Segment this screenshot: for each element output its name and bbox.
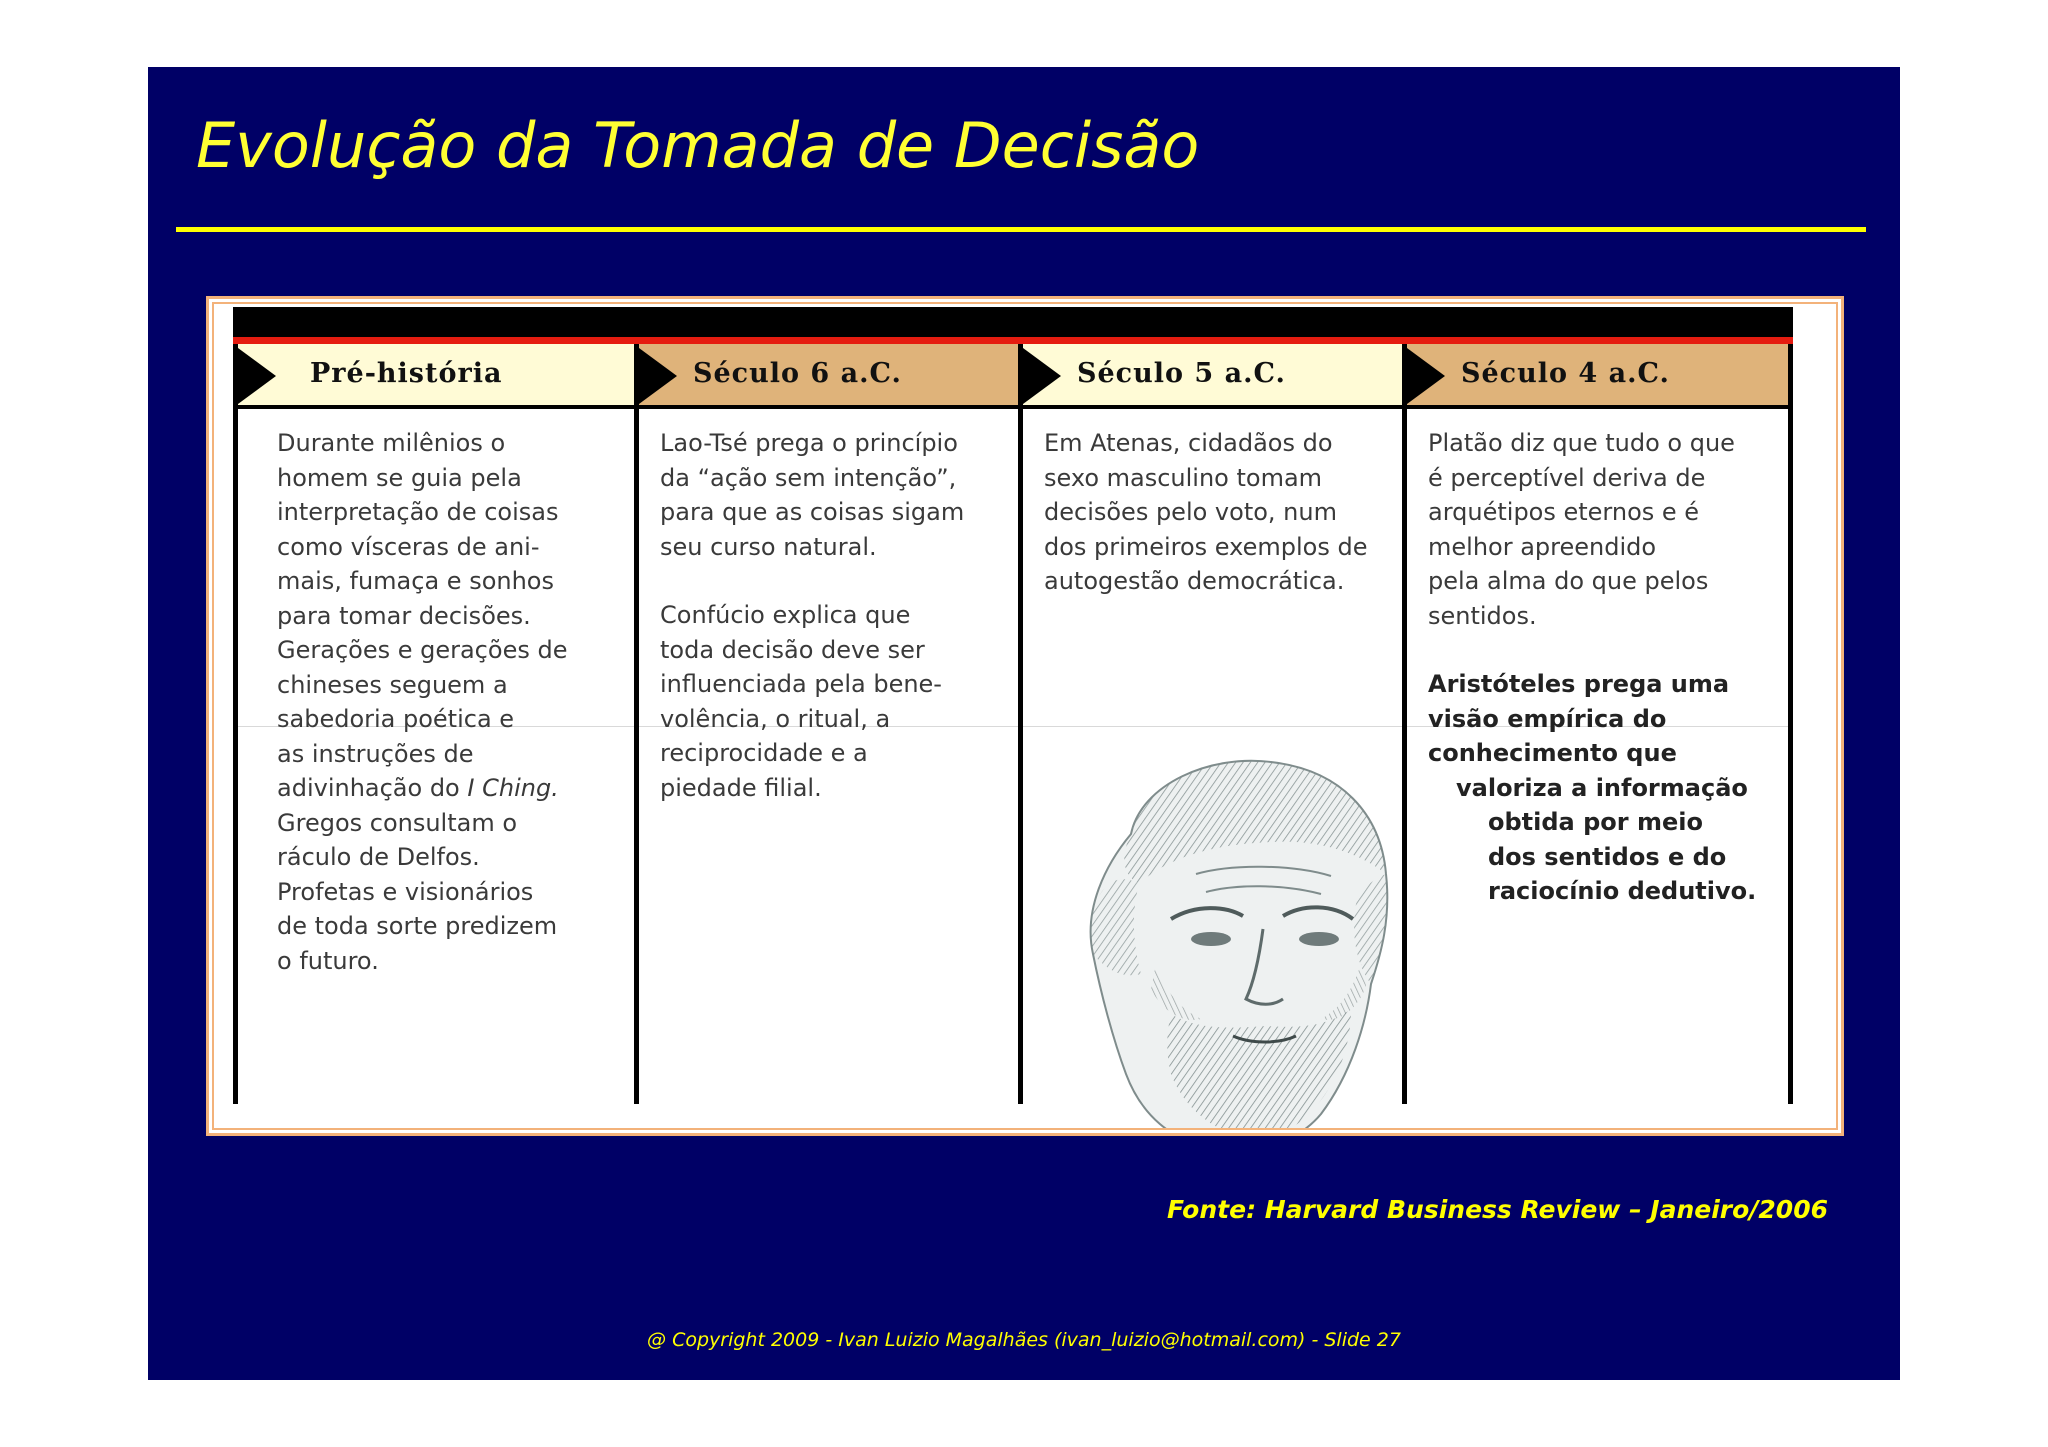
- column-text-prehistoria: [277, 426, 567, 978]
- paragraph-gap: [1428, 633, 1756, 667]
- text-line: arquétipos eternos e é: [1428, 498, 1700, 526]
- text-italic-segment: I Ching.: [467, 774, 559, 802]
- column-header-seculo-6: [639, 344, 1018, 409]
- text-line: pela alma do que pelos: [1428, 567, 1709, 595]
- text-line: ráculo de Delfos.: [277, 843, 480, 871]
- copyright-footer: @ Copyright 2009 - Ivan Luizio Magalhães (ivan_luizio@hotmail.com) - Slide 27: [647, 1329, 1401, 1351]
- aristotle-bust-illustration: [1021, 744, 1461, 1130]
- column-divider: [233, 344, 238, 1104]
- text-line: para tomar decisões.: [277, 601, 531, 630]
- source-citation: Fonte: Harvard Business Review – Janeiro/2006: [1167, 1195, 1828, 1224]
- column-header-label: Pré-história: [310, 358, 503, 389]
- column-text-seculo-5: [1044, 426, 1367, 599]
- text-line: é perceptível deriva de: [1428, 463, 1706, 492]
- text-line: sabedoria poética e: [277, 705, 515, 733]
- text-line: toda decisão deve ser: [660, 635, 925, 664]
- column-header-label: Século 6 a.C.: [693, 358, 902, 389]
- text-line: de toda sorte predizem: [277, 912, 558, 940]
- text-line: Profetas e visionários: [277, 877, 534, 906]
- column-divider: [1788, 344, 1793, 1104]
- text-line: Em Atenas, cidadãos do: [1044, 429, 1333, 457]
- text-line: chineses seguem a: [277, 670, 508, 699]
- text-line: mais, fumaça e sonhos: [277, 567, 554, 595]
- text-line: Confúcio explica que: [660, 601, 911, 629]
- column-text-seculo-4: [1428, 426, 1756, 909]
- arrow-marker-icon: [238, 348, 276, 404]
- text-line: autogestão democrática.: [1044, 567, 1345, 595]
- bold-text-line: Aristóteles prega uma: [1428, 670, 1730, 698]
- text-line: Durante milênios o: [277, 429, 506, 457]
- arrow-marker-icon: [639, 348, 677, 404]
- column-divider: [634, 344, 639, 1104]
- bold-text-line: obtida por meio: [1488, 808, 1703, 836]
- text-line: para que as coisas sigam: [660, 498, 965, 526]
- text-line: como vísceras de ani-: [277, 532, 540, 561]
- text-line: melhor apreendido: [1428, 532, 1657, 561]
- text-line: as instruções de: [277, 739, 474, 768]
- text-line: sexo masculino tomam: [1044, 463, 1323, 492]
- text-line: volência, o ritual, a: [660, 704, 891, 733]
- bold-text-line: conhecimento que: [1428, 739, 1677, 767]
- text-line: [277, 771, 567, 806]
- paragraph-gap: [660, 564, 964, 598]
- bold-text-line: visão empírica do: [1428, 704, 1667, 733]
- timeline-top-band: [233, 307, 1793, 337]
- text-line: o futuro.: [277, 946, 379, 975]
- arrow-marker-icon: [1407, 348, 1445, 404]
- column-header-seculo-5: [1023, 344, 1402, 409]
- title-underline: [176, 227, 1866, 232]
- arrow-marker-icon: [1023, 348, 1061, 404]
- text-line: reciprocidade e a: [660, 739, 868, 767]
- slide-title: Evolução da Tomada de Decisão: [196, 109, 1200, 182]
- bold-text-line: dos sentidos e do: [1488, 842, 1727, 871]
- text-line: dos primeiros exemplos de: [1044, 532, 1368, 561]
- column-text-seculo-6: [660, 426, 964, 805]
- column-header-label: Século 5 a.C.: [1077, 358, 1286, 389]
- text-line: piedade filial.: [660, 773, 822, 802]
- text-line: sentidos.: [1428, 601, 1537, 630]
- column-header-label: Século 4 a.C.: [1461, 358, 1670, 389]
- text-line: seu curso natural.: [660, 532, 877, 561]
- text-line: influenciada pela bene-: [660, 670, 942, 698]
- text-line: interpretação de coisas: [277, 498, 559, 526]
- bold-text-line: valoriza a informação: [1456, 773, 1748, 802]
- timeline-red-band: [233, 337, 1793, 344]
- text-line: Gerações e gerações de: [277, 636, 568, 664]
- timeline-figure: [206, 296, 1844, 1136]
- text-segment: adivinhação do: [277, 774, 460, 802]
- bold-text-line: raciocínio dedutivo.: [1488, 877, 1757, 905]
- timeline-figure-inner: [212, 302, 1838, 1130]
- text-line: decisões pelo voto, num: [1044, 498, 1337, 526]
- text-line: Platão diz que tudo o que: [1428, 429, 1735, 457]
- column-header-prehistoria: [238, 344, 634, 409]
- text-line: homem se guia pela: [277, 463, 522, 492]
- text-line: Lao-Tsé prega o princípio: [660, 429, 958, 457]
- slide: [148, 67, 1900, 1380]
- column-header-seculo-4: [1407, 344, 1788, 409]
- text-line: da “ação sem intenção”,: [660, 463, 957, 492]
- text-line: Gregos consultam o: [277, 808, 518, 837]
